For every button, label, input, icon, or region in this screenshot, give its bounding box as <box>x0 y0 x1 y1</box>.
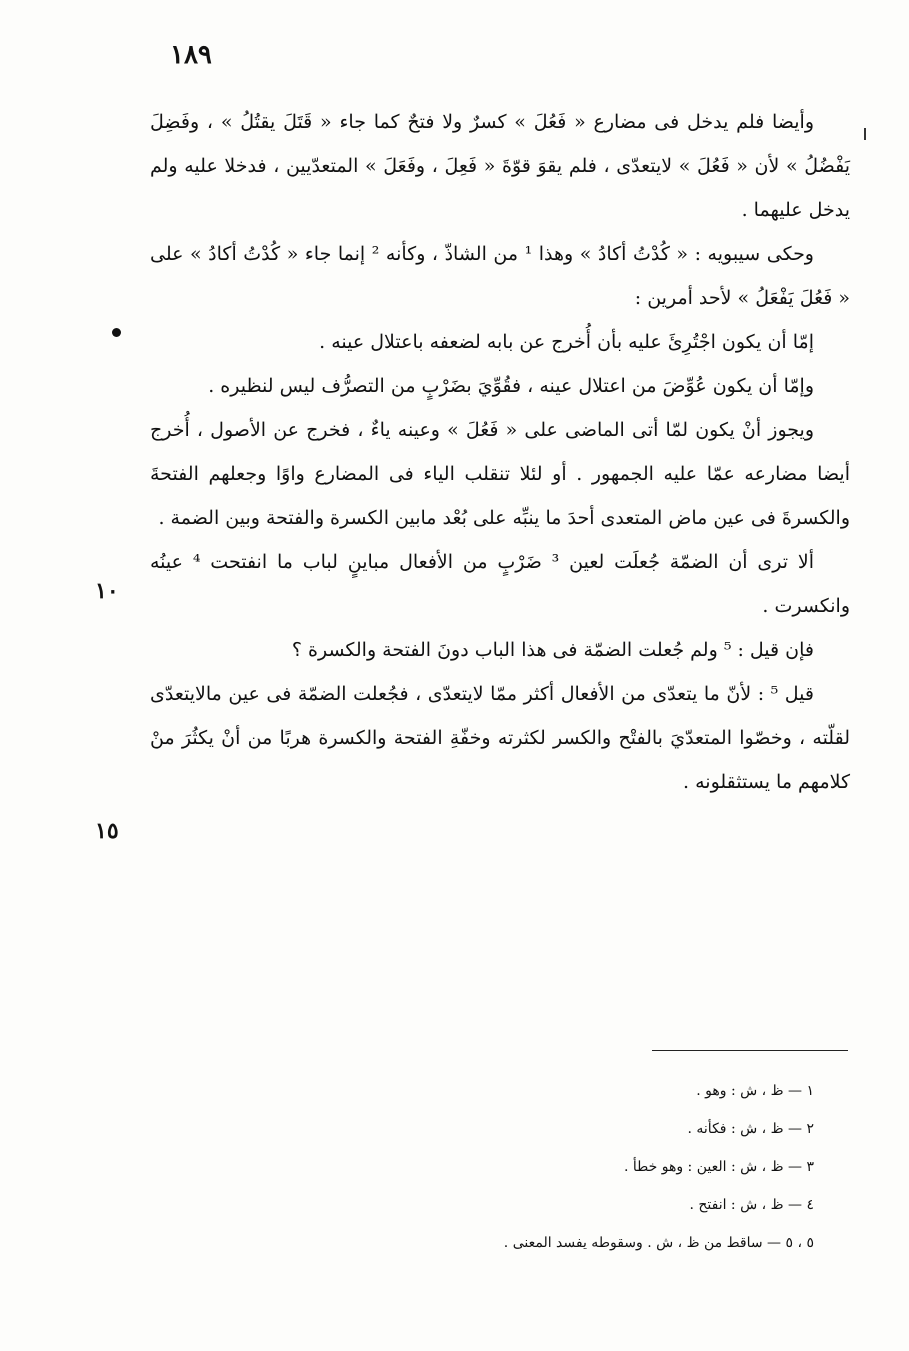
paragraph-3: إمّا أن يكون اجْتُرِئَ عليه بأن أُخرج عن بابه لضعفه باعتلال عينه . <box>319 331 814 353</box>
main-text <box>150 100 850 804</box>
footnote-5: ٥ ، ٥ — ساقط من ظ ، ش . وسقوطه يفسد المعنى . <box>503 1235 814 1251</box>
footnotes <box>394 1072 814 1262</box>
margin-tick <box>864 128 866 140</box>
footnote-1: ١ — ظ ، ش : وهو . <box>696 1083 814 1099</box>
paragraph-7: فإن قيل : ⁵ ولم جُعلت الضمّة فى هذا الباب دونَ الفتحة والكسرة ؟ <box>291 639 814 661</box>
paragraph-6: ألا ترى أن الضمّة جُعلَت لعين ³ ضَرْبٍ من الأفعال مباينٍ لباب ما انفتحت ⁴ عينُه وانكسرت . <box>150 551 850 617</box>
margin-dot <box>112 328 121 337</box>
paragraph-8: قيل ⁵ : لأنّ ما يتعدّى من الأفعال أكثر ممّا لايتعدّى ، فجُعلت الضمّة فى عين مالايتعدّى لقلّته ، وخصّوا المتعدّيَ بالفتْح والكسر لكثرته وخفّةِ الفتحة والكسرة هربًا من أنْ يكثُرَ منْ كلامهم ما يستثقلونه . <box>150 683 850 793</box>
footnote-4: ٤ — ظ ، ش : انفتح . <box>689 1197 814 1213</box>
footnote-2: ٢ — ظ ، ش : فكأنه . <box>687 1121 814 1137</box>
paragraph-1: وأيضا فلم يدخل فى مضارع « فَعُلَ » كسرٌ ولا فتحٌ كما جاء « قَتَلَ يقتُلُ » ، وفَضِلَ يَفْضُلُ » لأن « فَعُلَ » لايتعدّى ، فلم يقوَ قوّةَ « فَعِلَ ، وفَعَلَ » المتعدّيين ، فدخلا عليه ولم يدخل عليهما . <box>150 111 850 221</box>
line-number-15: ١٥ <box>95 818 119 844</box>
footnote-3: ٣ — ظ ، ش : العين : وهو خطأ . <box>623 1159 814 1175</box>
page-number: ١٨٩ <box>170 40 212 70</box>
footnote-separator <box>652 1050 848 1051</box>
paragraph-5: ويجوز أنْ يكون لمّا أتى الماضى على « فَعُلَ » وعينه ياءٌ ، فخرج عن الأصول ، أُخرج أيضا مضارعه عمّا عليه الجمهور . أو لئلا تنقلب الياء فى المضارع واوًا وجعلهم الفتحةَ والكسرةَ فى عين ماض المتعدى أحدَ ما ينبِّه على بُعْد مابين الكسرة والفتحة وبين الضمة . <box>150 419 850 529</box>
paragraph-2: وحكى سيبويه : « كُدْتُ أكادُ » وهذا ¹ من الشاذّ ، وكأنه ² إنما جاء « كُدْتُ أكادُ » على « فَعُلَ يَفْعَلُ » لأحد أمرين : <box>150 243 850 309</box>
paragraph-4: وإمّا أن يكون عُوِّضَ من اعتلال عينه ، فقُوِّيَ بضَرْبٍ من التصرُّف ليس لنظيره . <box>208 375 814 397</box>
line-number-10: ١٠ <box>95 578 119 604</box>
